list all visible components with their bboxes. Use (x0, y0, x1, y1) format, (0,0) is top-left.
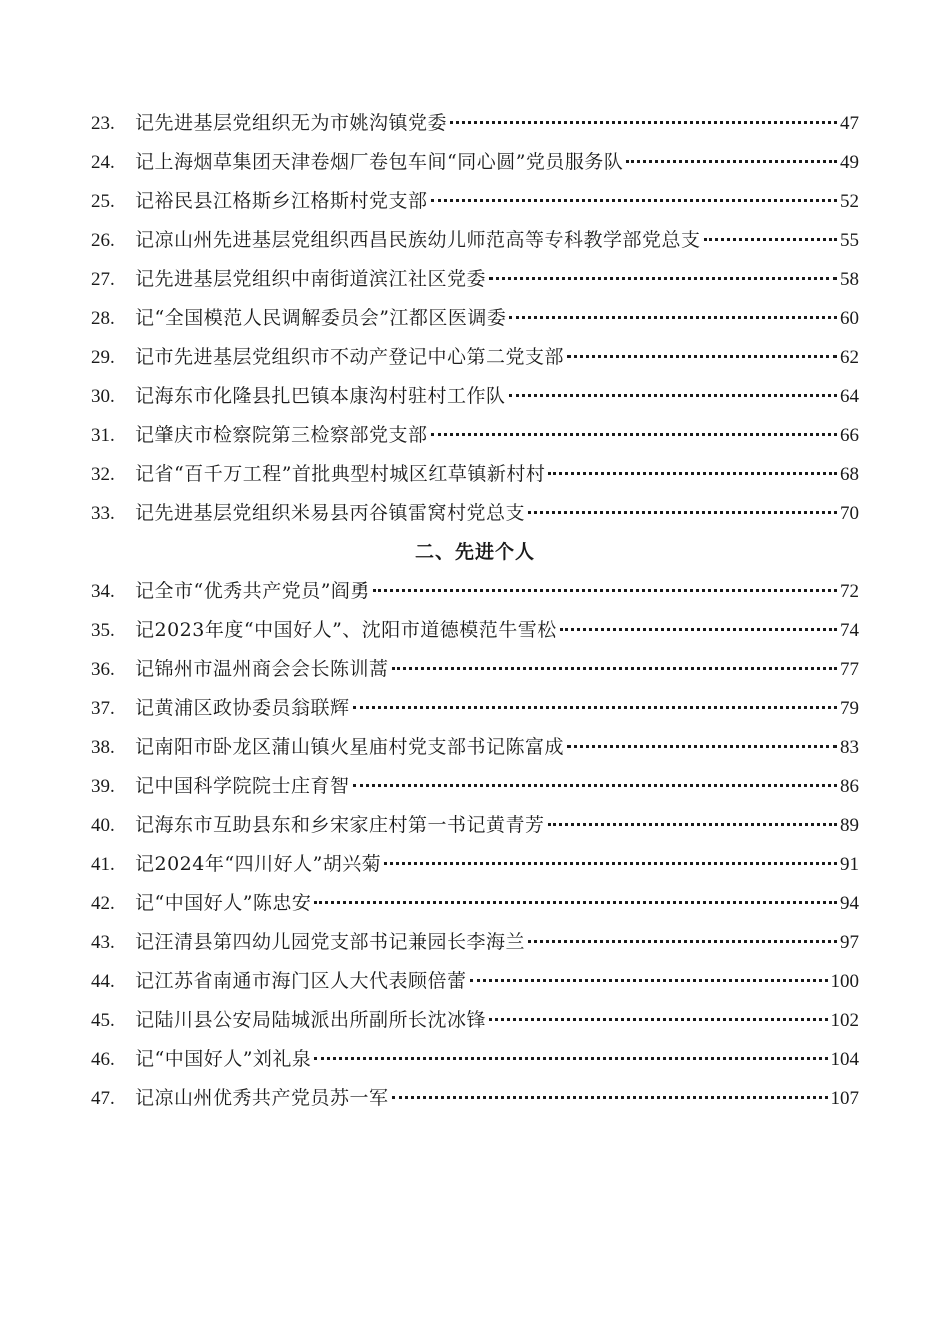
toc-entry-number: 27. (91, 269, 115, 290)
toc-entry-number: 40. (91, 815, 115, 836)
toc-entry-title: 记江苏省南通市海门区人大代表顾倍蕾 (135, 970, 467, 992)
toc-entry-title: 记凉山州优秀共产党员苏一军 (135, 1087, 389, 1109)
toc-entry-page-number: 74 (840, 620, 859, 641)
toc-entry-page-number: 83 (840, 737, 859, 758)
toc-entry[interactable] (91, 611, 859, 650)
toc-entry-page-number: 77 (840, 659, 859, 680)
toc-entry-page-number: 107 (830, 1088, 859, 1109)
toc-entry-title: 记凉山州先进基层党组织西昌民族幼儿师范高等专科教学部党总支 (135, 229, 701, 251)
dot-leader (470, 978, 828, 982)
toc-entry[interactable] (91, 572, 859, 611)
dot-leader (489, 1017, 827, 1021)
toc-entry[interactable] (91, 962, 859, 1001)
toc-entry[interactable] (91, 455, 859, 494)
dot-leader (509, 315, 837, 319)
toc-entry-page-number: 62 (840, 347, 859, 368)
toc-entry-page-number: 66 (840, 425, 859, 446)
dot-leader (560, 627, 837, 631)
toc-entry-page-number: 79 (840, 698, 859, 719)
toc-entry-number: 42. (91, 893, 115, 914)
toc-entry-number: 39. (91, 776, 115, 797)
dot-leader (314, 900, 837, 904)
toc-entry-number: 47. (91, 1088, 115, 1109)
section-heading: 二、先进个人 (414, 541, 535, 563)
toc-entry-page-number: 60 (840, 308, 859, 329)
toc-entry[interactable] (91, 767, 859, 806)
toc-entry-title: 记南阳市卧龙区蒲山镇火星庙村党支部书记陈富成 (135, 736, 565, 758)
toc-entry[interactable] (91, 1001, 859, 1040)
toc-entry-title: 记“全国模范人民调解委员会”江都区医调委 (135, 307, 507, 329)
toc-entry-title: 记先进基层党组织无为市姚沟镇党委 (135, 112, 448, 134)
dot-leader (384, 861, 837, 865)
toc-entry[interactable] (91, 1040, 859, 1079)
toc-entry-page-number: 52 (840, 191, 859, 212)
dot-leader (392, 666, 837, 670)
toc-entry-page-number: 55 (840, 230, 859, 251)
toc-entry-number: 24. (91, 152, 115, 173)
toc-entry-page-number: 89 (840, 815, 859, 836)
toc-entry-number: 34. (91, 581, 115, 602)
dot-leader (489, 276, 837, 280)
toc-entry[interactable] (91, 377, 859, 416)
toc-entry-title: 记黄浦区政协委员翁联辉 (135, 697, 350, 719)
toc-entry-number: 29. (91, 347, 115, 368)
toc-entry-title: 记裕民县江格斯乡江格斯村党支部 (135, 190, 428, 212)
dot-leader (567, 354, 837, 358)
toc-entry-title: 记省“百千万工程”首批典型村城区红草镇新村村 (135, 463, 546, 485)
toc-entry-page-number: 68 (840, 464, 859, 485)
toc-entry-number: 32. (91, 464, 115, 485)
dot-leader (450, 120, 837, 124)
toc-entry-number: 23. (91, 113, 115, 134)
dot-leader (431, 432, 837, 436)
toc-entry[interactable] (91, 143, 859, 182)
toc-entry-number: 25. (91, 191, 115, 212)
dot-leader (314, 1056, 827, 1060)
dot-leader (626, 159, 837, 163)
toc-entry-number: 26. (91, 230, 115, 251)
toc-entry-number: 35. (91, 620, 115, 641)
toc-section-individuals (91, 572, 859, 1118)
toc-entry-page-number: 64 (840, 386, 859, 407)
dot-leader (392, 1095, 828, 1099)
toc-entry-title: 记锦州市温州商会会长陈训蒿 (135, 658, 389, 680)
toc-entry[interactable] (91, 416, 859, 455)
toc-entry-title: 记海东市化隆县扎巴镇本康沟村驻村工作队 (135, 385, 506, 407)
toc-entry-page-number: 49 (840, 152, 859, 173)
toc-entry-number: 33. (91, 503, 115, 524)
toc-entry[interactable] (91, 728, 859, 767)
toc-entry-page-number: 97 (840, 932, 859, 953)
toc-entry[interactable] (91, 260, 859, 299)
toc-entry-title: 记市先进基层党组织市不动产登记中心第二党支部 (135, 346, 565, 368)
toc-entry-number: 43. (91, 932, 115, 953)
toc-entry[interactable] (91, 923, 859, 962)
toc-entry-page-number: 94 (840, 893, 859, 914)
toc-entry[interactable] (91, 494, 859, 533)
dot-leader (528, 939, 837, 943)
toc-entry-page-number: 102 (830, 1010, 859, 1031)
toc-entry-title: 记肇庆市检察院第三检察部党支部 (135, 424, 428, 446)
toc-entry[interactable] (91, 884, 859, 923)
toc-entry-number: 44. (91, 971, 115, 992)
toc-entry[interactable] (91, 299, 859, 338)
toc-entry-number: 36. (91, 659, 115, 680)
toc-entry-page-number: 91 (840, 854, 859, 875)
toc-entry-title: 记陆川县公安局陆城派出所副所长沈冰锋 (135, 1009, 487, 1031)
toc-entry-number: 30. (91, 386, 115, 407)
toc-section-organizations (91, 104, 859, 533)
toc-entry-title: 记海东市互助县东和乡宋家庄村第一书记黄青芳 (135, 814, 545, 836)
dot-leader (353, 783, 837, 787)
toc-entry-page-number: 72 (840, 581, 859, 602)
dot-leader (567, 744, 837, 748)
toc-entry-title: 记上海烟草集团天津卷烟厂卷包车间“同心圆”党员服务队 (135, 151, 624, 173)
toc-entry-title: 记先进基层党组织米易县丙谷镇雷窝村党总支 (135, 502, 526, 524)
toc-entry[interactable] (91, 1079, 859, 1118)
toc-entry[interactable] (91, 689, 859, 728)
toc-entry-title: 记“中国好人”刘礼泉 (135, 1048, 312, 1070)
toc-entry[interactable] (91, 806, 859, 845)
dot-leader (509, 393, 837, 397)
toc-entry-title: 记先进基层党组织中南街道滨江社区党委 (135, 268, 487, 290)
dot-leader (431, 198, 837, 202)
toc-entry-number: 46. (91, 1049, 115, 1070)
toc-entry-page-number: 70 (840, 503, 859, 524)
toc-entry-page-number: 104 (830, 1049, 859, 1070)
toc-entry-number: 45. (91, 1010, 115, 1031)
toc-entry-title: 记汪清县第四幼儿园党支部书记兼园长李海兰 (135, 931, 526, 953)
toc-entry-title: 记中国科学院院士庄育智 (135, 775, 350, 797)
table-of-contents (91, 104, 859, 1118)
toc-entry-number: 37. (91, 698, 115, 719)
dot-leader (548, 471, 837, 475)
toc-entry[interactable] (91, 182, 859, 221)
dot-leader (373, 588, 837, 592)
dot-leader (353, 705, 837, 709)
dot-leader (704, 237, 837, 241)
toc-entry[interactable] (91, 221, 859, 260)
toc-entry-page-number: 86 (840, 776, 859, 797)
toc-entry[interactable] (91, 338, 859, 377)
toc-entry-title: 记“中国好人”陈忠安 (135, 892, 312, 914)
toc-entry[interactable] (91, 104, 859, 143)
toc-entry-page-number: 47 (840, 113, 859, 134)
toc-entry-page-number: 100 (830, 971, 859, 992)
dot-leader (548, 822, 837, 826)
dot-leader (528, 510, 837, 514)
toc-entry-number: 41. (91, 854, 115, 875)
toc-entry-number: 31. (91, 425, 115, 446)
toc-entry-number: 38. (91, 737, 115, 758)
toc-entry-title: 记2024年“四川好人”胡兴菊 (135, 853, 382, 875)
toc-entry[interactable] (91, 845, 859, 884)
toc-entry-title: 记全市“优秀共产党员”阎勇 (135, 580, 370, 602)
toc-entry-page-number: 58 (840, 269, 859, 290)
toc-entry-number: 28. (91, 308, 115, 329)
toc-entry[interactable] (91, 650, 859, 689)
toc-entry-title: 记2023年度“中国好人”、沈阳市道德模范牛雪松 (135, 619, 557, 641)
